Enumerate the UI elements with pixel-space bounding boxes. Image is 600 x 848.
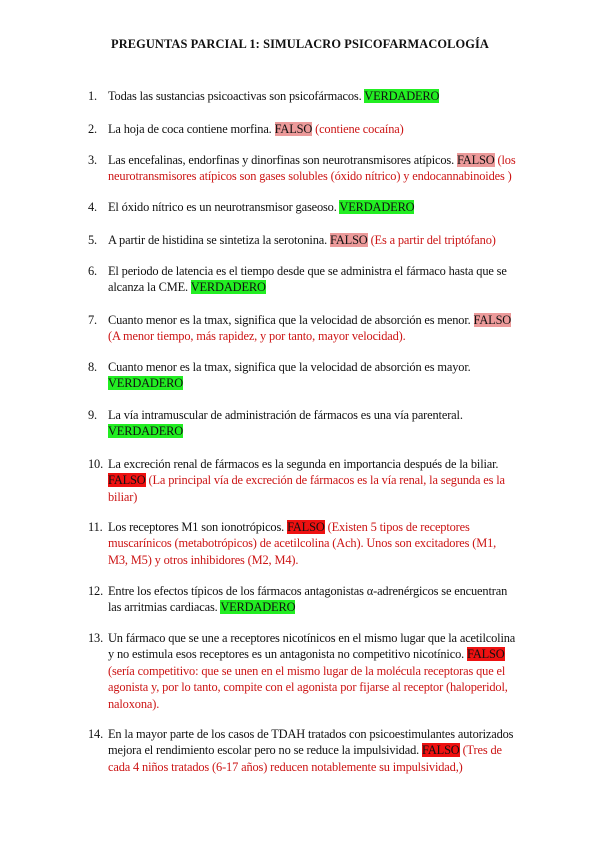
question-number: 5. [88, 233, 97, 247]
question-item [88, 199, 518, 215]
question-number: 2. [88, 122, 97, 136]
question-item [88, 519, 518, 568]
question-text: El óxido nítrico es un neurotransmisor gaseoso. [108, 200, 337, 214]
answer-explanation: (Tres de cada 4 niños tratados (6-17 años) reducen notablemente su impulsividad,) [108, 743, 502, 774]
question-text: Todas las sustancias psicoactivas son psicofármacos. [108, 89, 362, 103]
question-text: Los receptores M1 son ionotrópicos. [108, 520, 285, 534]
question-number: 1. [88, 89, 97, 103]
question-item [88, 726, 518, 775]
question-item [88, 630, 518, 712]
answer-true-label: VERDADERO [108, 376, 184, 391]
page-title: PREGUNTAS PARCIAL 1: SIMULACRO PSICOFARMACOLOGÍA [111, 37, 489, 51]
answer-explanation: (contiene cocaína) [315, 122, 404, 136]
question-number: 6. [88, 264, 97, 278]
answer-true-label: VERDADERO [339, 200, 415, 214]
question-number: 10. [88, 457, 104, 471]
question-text: La excreción renal de fármacos es la segunda en importancia después de la biliar. [108, 457, 499, 471]
answer-explanation: (La principal vía de excreción de fármacos es la vía renal, la segunda es la biliar) [108, 473, 505, 504]
question-text: Cuanto menor es la tmax, significa que la velocidad de absorción es mayor. [108, 360, 471, 374]
answer-explanation: (Existen 5 tipos de receptores muscarínicos (metabotrópicos) de acetilcolina (Ach). Unos son excitadores (M1, M3, M5) y otros inhibidores (M2, M4). [108, 520, 497, 567]
question-item [88, 232, 518, 248]
question-number: 12. [88, 584, 104, 598]
question-item [88, 359, 518, 392]
answer-true-label: VERDADERO [108, 424, 184, 439]
question-text: Un fármaco que se une a receptores nicotínicos en el mismo lugar que la acetilcolina y no estimula esos receptores es un antagonista no competitivo nicotínico. [108, 631, 516, 662]
answer-false-label: FALSO [473, 313, 512, 327]
answer-false-label: FALSO [456, 153, 495, 167]
answer-false-label: FALSO [467, 647, 505, 662]
answer-false-label: FALSO [274, 122, 313, 136]
question-item [88, 583, 518, 616]
question-number: 14. [88, 727, 104, 741]
answer-explanation: (sería competitivo: que se unen en el mismo lugar de la molécula receptoras que el agonista y, por lo tanto, compite con el agonista por fijarse al receptor (haloperidol, naloxona). [108, 663, 508, 711]
question-text: El periodo de latencia es el tiempo desde que se administra el fármaco hasta que se alcanza la CME. [108, 264, 507, 295]
question-item [88, 152, 518, 185]
answer-explanation: (Es a partir del triptófano) [370, 233, 496, 247]
question-item [88, 263, 518, 296]
answer-explanation: (los neurotransmisores atípicos son gases solubles (óxido nítrico) y endocannabinoides ) [108, 153, 516, 184]
question-number: 3. [88, 153, 97, 167]
answer-true-label: VERDADERO [364, 89, 440, 103]
question-text: A partir de histidina se sintetiza la serotonina. [108, 233, 328, 247]
answer-false-label: FALSO [108, 473, 146, 488]
question-text: Entre los efectos típicos de los fármacos antagonistas α-adrenérgicos se encuentran las arritmias cardiacas. [108, 584, 508, 615]
answer-false-label: FALSO [330, 233, 368, 247]
answer-true-label: VERDADERO [220, 600, 296, 615]
question-number: 9. [88, 408, 97, 422]
question-item [88, 312, 518, 345]
answer-explanation: (A menor tiempo, más rapidez, y por tanto, mayor velocidad). [108, 329, 406, 344]
question-number: 4. [88, 200, 97, 214]
question-number: 13. [88, 631, 104, 645]
question-item [88, 121, 518, 137]
question-item [88, 456, 518, 505]
question-number: 11. [88, 520, 103, 534]
question-text: Cuanto menor es la tmax, significa que la velocidad de absorción es menor. [108, 313, 471, 327]
question-text: La vía intramuscular de administración de fármacos es una vía parenteral. [108, 408, 463, 422]
question-item [88, 407, 518, 440]
answer-true-label: VERDADERO [190, 280, 266, 295]
question-item [88, 88, 518, 104]
answer-false-label: FALSO [287, 520, 325, 534]
answer-false-label: FALSO [422, 743, 460, 758]
question-text: Las encefalinas, endorfinas y dinorfinas son neurotransmisores atípicos. [108, 153, 455, 167]
question-number: 8. [88, 360, 97, 374]
question-text: La hoja de coca contiene morfina. [108, 122, 272, 136]
question-number: 7. [88, 313, 97, 327]
question-text: En la mayor parte de los casos de TDAH tratados con psicoestimulantes autorizados mejora el rendimiento escolar pero no se reduce la impulsividad. [108, 727, 514, 758]
